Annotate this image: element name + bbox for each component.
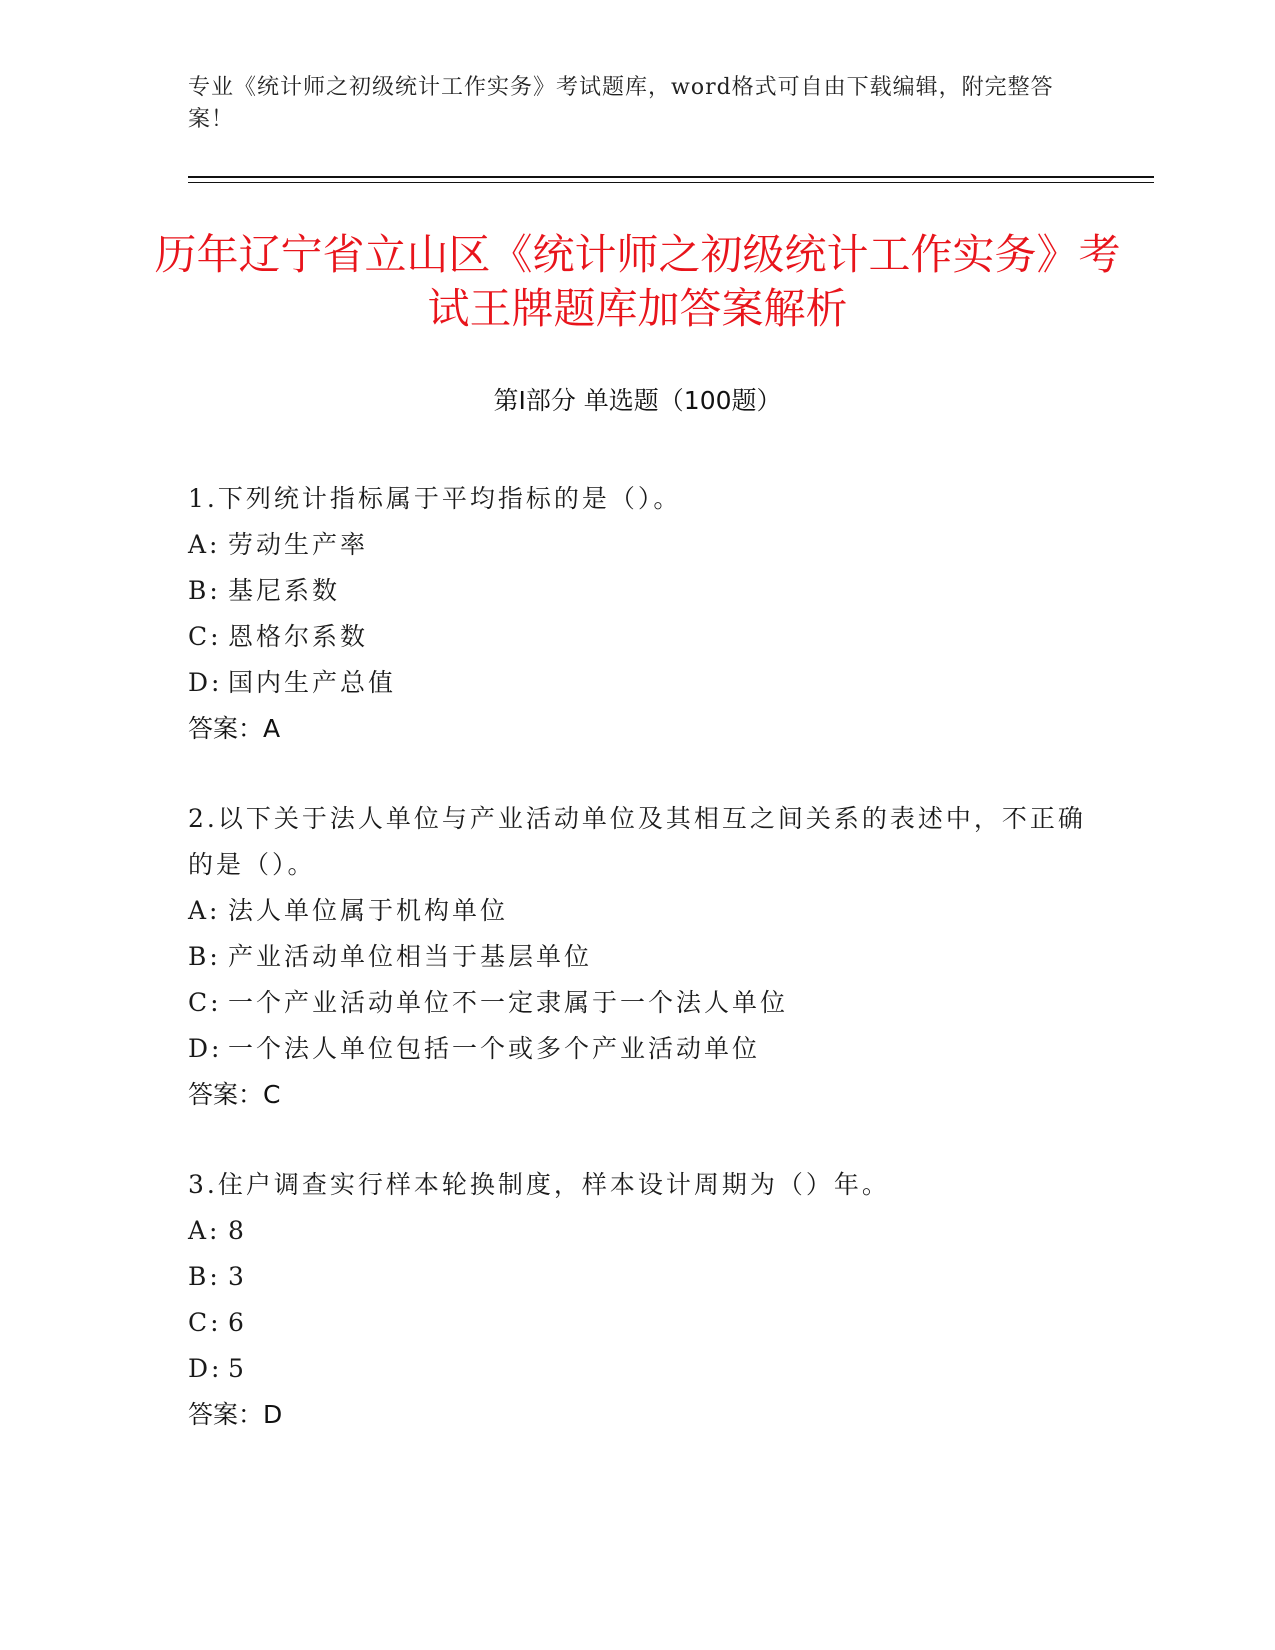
option-text: 基尼系数 (228, 576, 341, 605)
option-text: 5 (228, 1354, 247, 1383)
option-key: A: (188, 896, 221, 925)
option-key: C: (188, 1308, 222, 1337)
header-divider-thick (188, 176, 1154, 178)
option-key: C: (188, 622, 222, 651)
option-text: 6 (228, 1308, 247, 1337)
option-c (188, 1300, 1088, 1346)
section-heading: 第Ⅰ部分 单选题（100题） (493, 386, 782, 415)
option-text: 国内生产总值 (228, 668, 397, 697)
option-text: 法人单位属于机构单位 (228, 896, 509, 925)
question-stem: 2.以下关于法人单位与产业活动单位及其相互之间关系的表述中，不正确的是（）。 (188, 804, 1086, 879)
option-key: A: (188, 530, 221, 559)
option-key: D: (188, 1034, 223, 1063)
option-text: 一个法人单位包括一个或多个产业活动单位 (228, 1034, 761, 1063)
question-item (188, 476, 1088, 752)
header-note: 专业《统计师之初级统计工作实务》考试题库，word格式可自由下载编辑，附完整答案！ (188, 75, 1054, 132)
option-text: 3 (228, 1262, 247, 1291)
option-text: 恩格尔系数 (228, 622, 369, 651)
option-key: B: (188, 1262, 221, 1291)
option-d (188, 660, 1088, 706)
question-item (188, 1162, 1088, 1438)
option-c (188, 614, 1088, 660)
option-a (188, 522, 1088, 568)
question-stem: 1.下列统计指标属于平均指标的是（）。 (188, 484, 682, 513)
answer-label: 答案：D (188, 1400, 283, 1429)
option-text: 劳动生产率 (228, 530, 369, 559)
question-list (188, 476, 1088, 1482)
option-d (188, 1026, 1088, 1072)
answer-label: 答案：C (188, 1080, 281, 1109)
option-a (188, 1208, 1088, 1254)
question-stem: 3.住户调查实行样本轮换制度，样本设计周期为（）年。 (188, 1170, 890, 1199)
option-key: C: (188, 988, 222, 1017)
answer-label: 答案：A (188, 714, 281, 743)
header-divider-thin (188, 182, 1154, 183)
option-d (188, 1346, 1088, 1392)
option-text: 一个产业活动单位不一定隶属于一个法人单位 (228, 988, 789, 1017)
option-b (188, 1254, 1088, 1300)
option-key: A: (188, 1216, 221, 1245)
document-title: 历年辽宁省立山区《统计师之初级统计工作实务》考试王牌题库加答案解析 (154, 230, 1121, 333)
option-key: D: (188, 1354, 223, 1383)
option-key: B: (188, 576, 221, 605)
option-a (188, 888, 1088, 934)
option-b (188, 568, 1088, 614)
question-item (188, 796, 1088, 1118)
option-key: D: (188, 668, 223, 697)
option-c (188, 980, 1088, 1026)
option-key: B: (188, 942, 221, 971)
option-text: 8 (228, 1216, 247, 1245)
option-text: 产业活动单位相当于基层单位 (228, 942, 593, 971)
option-b (188, 934, 1088, 980)
